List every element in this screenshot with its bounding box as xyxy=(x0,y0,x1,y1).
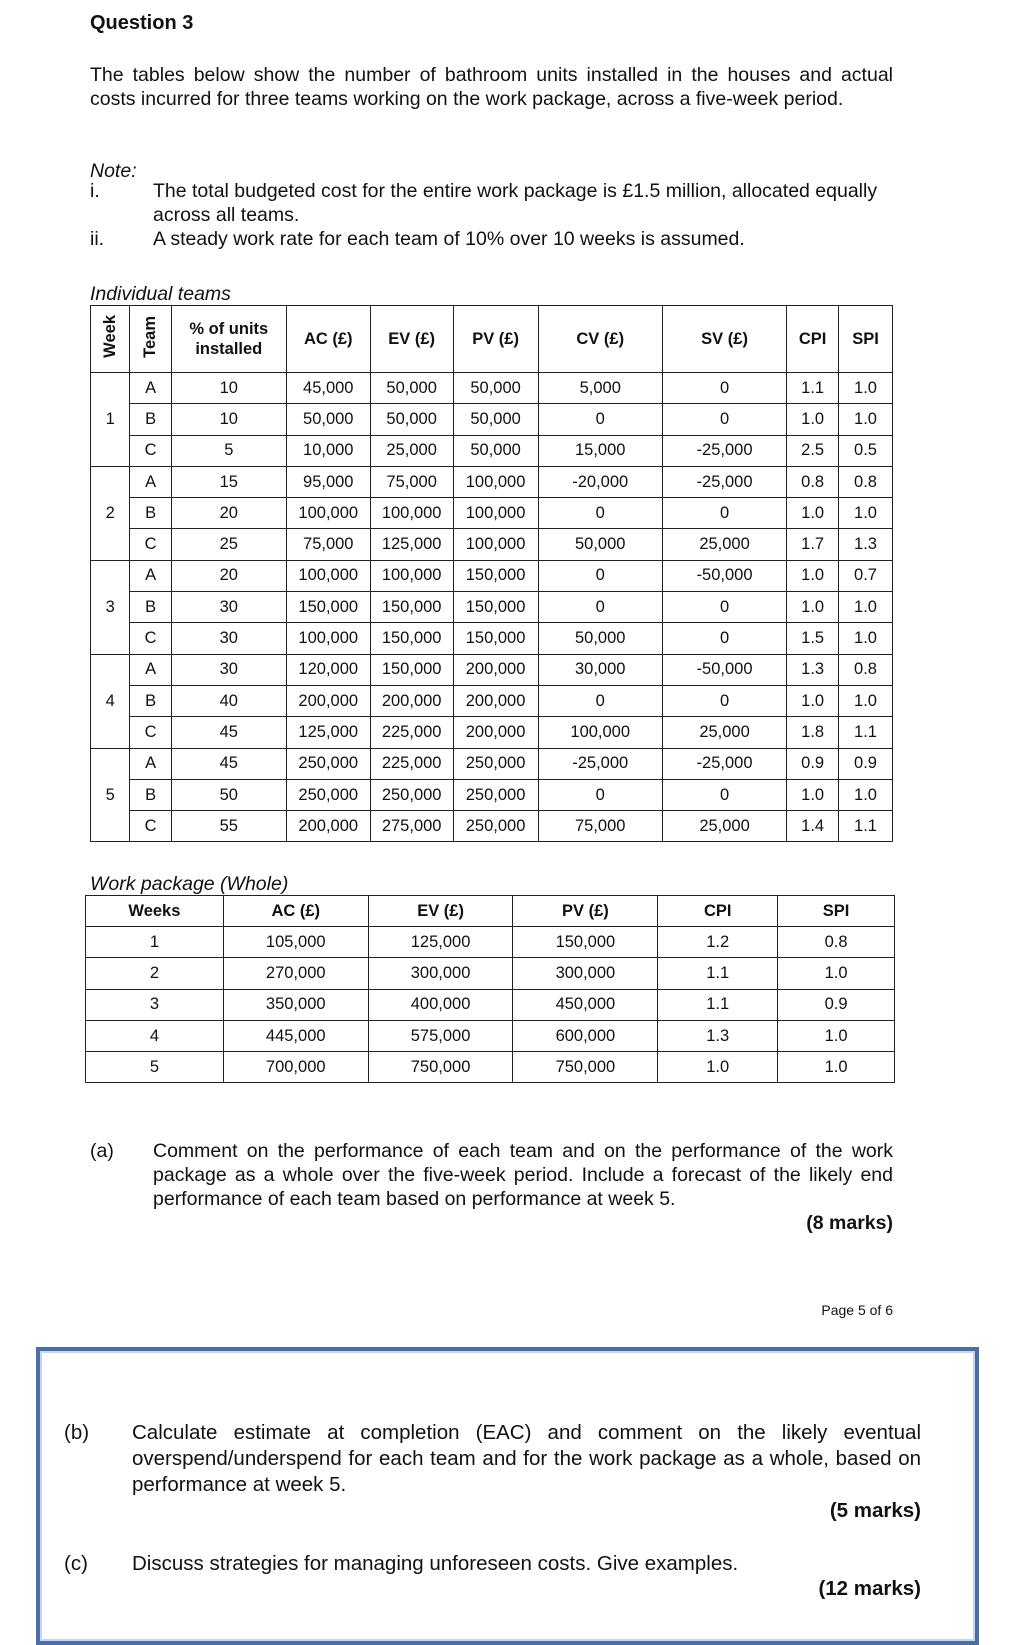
note-item xyxy=(90,227,893,251)
table-header-row xyxy=(86,896,895,927)
table-cell: 5,000 xyxy=(538,373,662,404)
table-cell: 10,000 xyxy=(286,435,370,466)
table-cell: 0 xyxy=(538,685,662,716)
table-cell: 45,000 xyxy=(286,373,370,404)
table-cell: -25,000 xyxy=(538,748,662,779)
table-cell: C xyxy=(130,717,171,748)
column-header-ev: EV (£) xyxy=(370,306,453,373)
table-cell: 100,000 xyxy=(453,466,538,497)
table-cell: 125,000 xyxy=(368,927,513,958)
table-cell: 25,000 xyxy=(662,529,786,560)
table-row xyxy=(91,592,893,623)
table-cell: 10 xyxy=(171,373,286,404)
table-cell: B xyxy=(130,404,171,435)
table-header-row xyxy=(91,306,893,373)
work-package-table xyxy=(85,895,895,1083)
table-cell: 2 xyxy=(86,958,224,989)
table-cell: -25,000 xyxy=(662,748,786,779)
table-cell: 25,000 xyxy=(370,435,453,466)
table-cell: 250,000 xyxy=(453,779,538,810)
page-number: Page 5 of 6 xyxy=(821,1302,893,1318)
table-row xyxy=(91,435,893,466)
table-row xyxy=(86,958,895,989)
table-cell: 400,000 xyxy=(368,989,513,1020)
column-header-cv: CV (£) xyxy=(538,306,662,373)
table-cell: 700,000 xyxy=(223,1052,368,1083)
part-b-text: Calculate estimate at completion (EAC) and comment on the likely eventual overspend/underspend for each team and for the work package as a whole, based on performance at week 5. xyxy=(132,1421,921,1496)
note-item xyxy=(90,179,893,227)
table-cell: 150,000 xyxy=(370,623,453,654)
column-header-pv: PV (£) xyxy=(513,896,658,927)
table-cell: -50,000 xyxy=(662,560,786,591)
table-cell: 0 xyxy=(662,623,786,654)
table-cell: 250,000 xyxy=(453,811,538,842)
part-b-marks: (5 marks) xyxy=(829,1499,921,1522)
table-cell: 1.0 xyxy=(778,1052,895,1083)
table-cell: 5 xyxy=(86,1052,224,1083)
table-row xyxy=(91,748,893,779)
table-cell: 25,000 xyxy=(662,717,786,748)
table-cell: A xyxy=(130,373,171,404)
table-row xyxy=(91,529,893,560)
table-cell: 1 xyxy=(86,927,224,958)
table-cell: 0 xyxy=(538,404,662,435)
column-header-sv: SV (£) xyxy=(662,306,786,373)
table-cell: 1.3 xyxy=(839,529,893,560)
table-cell: 0 xyxy=(538,498,662,529)
part-a-text: Comment on the performance of each team and on the performance of the work package as a whole over the five-week period. Include a forecast of the likely end performance of each team based on performance at week 5. xyxy=(153,1140,893,1210)
table-cell: 350,000 xyxy=(223,989,368,1020)
column-header-cpi: CPI xyxy=(658,896,778,927)
table-cell: 450,000 xyxy=(513,989,658,1020)
table-cell: 50,000 xyxy=(370,373,453,404)
table-cell: 150,000 xyxy=(513,927,658,958)
note-label: Note: xyxy=(90,160,137,182)
table-cell: 45 xyxy=(171,748,286,779)
part-c-text: Discuss strategies for managing unforeseen costs. Give examples. xyxy=(132,1552,739,1575)
table-cell: 2.5 xyxy=(787,435,839,466)
table-cell: 100,000 xyxy=(286,623,370,654)
table-cell: 40 xyxy=(171,685,286,716)
table-cell: 200,000 xyxy=(453,685,538,716)
part-c-marks: (12 marks) xyxy=(818,1577,921,1600)
table-cell: 1.0 xyxy=(778,1020,895,1051)
table-cell: 225,000 xyxy=(370,748,453,779)
column-header-spi: SPI xyxy=(778,896,895,927)
table-cell: 0 xyxy=(662,404,786,435)
table-cell: 250,000 xyxy=(286,779,370,810)
table-cell: 1.0 xyxy=(839,404,893,435)
table-cell: 200,000 xyxy=(453,717,538,748)
table-cell: 100,000 xyxy=(286,560,370,591)
table-cell: 0 xyxy=(662,779,786,810)
column-header-pv: PV (£) xyxy=(453,306,538,373)
table-cell: B xyxy=(130,592,171,623)
column-header-units: % of units installed xyxy=(171,306,286,373)
table-cell: 0.9 xyxy=(778,989,895,1020)
note-item-text: The total budgeted cost for the entire work package is £1.5 million, allocated equally across all teams. xyxy=(153,180,878,226)
table-cell: 1.0 xyxy=(839,779,893,810)
table-cell: B xyxy=(130,498,171,529)
table-cell: 600,000 xyxy=(513,1020,658,1051)
part-b-label: (b) xyxy=(64,1421,90,1444)
table-cell: 100,000 xyxy=(453,498,538,529)
table-row xyxy=(91,404,893,435)
table-cell: C xyxy=(130,529,171,560)
table-cell: 75,000 xyxy=(286,529,370,560)
table-cell: 30,000 xyxy=(538,654,662,685)
table-cell: 1.7 xyxy=(787,529,839,560)
note-item-number: ii. xyxy=(90,228,105,250)
table-cell: B xyxy=(130,779,171,810)
table-cell: 200,000 xyxy=(370,685,453,716)
table-cell: 95,000 xyxy=(286,466,370,497)
table-row xyxy=(91,373,893,404)
question-part-a xyxy=(90,1139,893,1211)
table-cell: 300,000 xyxy=(513,958,658,989)
table-cell: 1.0 xyxy=(839,373,893,404)
table-cell: 30 xyxy=(171,654,286,685)
table-cell: 55 xyxy=(171,811,286,842)
week-cell: 4 xyxy=(91,654,130,748)
table-cell: 0 xyxy=(662,373,786,404)
table-cell: A xyxy=(130,466,171,497)
table-cell: 30 xyxy=(171,592,286,623)
table-cell: 15,000 xyxy=(538,435,662,466)
column-header-ac: AC (£) xyxy=(286,306,370,373)
table-cell: 270,000 xyxy=(223,958,368,989)
table-cell: 150,000 xyxy=(370,654,453,685)
table-row xyxy=(91,498,893,529)
table-cell: 1.1 xyxy=(658,989,778,1020)
table-cell: 45 xyxy=(171,717,286,748)
table-cell: 0.7 xyxy=(839,560,893,591)
table-cell: 1.4 xyxy=(787,811,839,842)
table-cell: 120,000 xyxy=(286,654,370,685)
table-cell: -20,000 xyxy=(538,466,662,497)
part-c-label: (c) xyxy=(64,1552,88,1575)
table-row xyxy=(91,623,893,654)
question-part-b xyxy=(64,1420,921,1498)
table-row xyxy=(91,717,893,748)
table-cell: 30 xyxy=(171,623,286,654)
table-cell: 0.5 xyxy=(839,435,893,466)
table-cell: 150,000 xyxy=(453,623,538,654)
part-a-label: (a) xyxy=(90,1140,114,1162)
question-title: Question 3 xyxy=(90,12,194,34)
table-cell: 1.0 xyxy=(787,592,839,623)
table-cell: -25,000 xyxy=(662,435,786,466)
table-cell: A xyxy=(130,748,171,779)
table-cell: C xyxy=(130,623,171,654)
table-cell: 1.0 xyxy=(839,498,893,529)
table-cell: 5 xyxy=(171,435,286,466)
table-cell: 20 xyxy=(171,498,286,529)
note-item-number: i. xyxy=(90,180,100,202)
table-cell: 20 xyxy=(171,560,286,591)
week-cell: 1 xyxy=(91,373,130,467)
table-cell: 1.0 xyxy=(839,623,893,654)
table-cell: 125,000 xyxy=(286,717,370,748)
table-cell: 0 xyxy=(662,592,786,623)
table-cell: 1.1 xyxy=(787,373,839,404)
column-header-week: Week xyxy=(91,306,130,373)
table-cell: 3 xyxy=(86,989,224,1020)
table-cell: 250,000 xyxy=(453,748,538,779)
table-row xyxy=(91,811,893,842)
table-row xyxy=(91,466,893,497)
table-row xyxy=(91,560,893,591)
table-row xyxy=(86,989,895,1020)
table-row xyxy=(91,654,893,685)
table-cell: 100,000 xyxy=(370,560,453,591)
table-cell: 0 xyxy=(538,560,662,591)
table-cell: 0 xyxy=(538,592,662,623)
table-cell: 25 xyxy=(171,529,286,560)
table-cell: 1.3 xyxy=(787,654,839,685)
table-cell: 0 xyxy=(538,779,662,810)
table-cell: 150,000 xyxy=(370,592,453,623)
table-cell: 75,000 xyxy=(370,466,453,497)
table-cell: 50,000 xyxy=(453,435,538,466)
table-cell: 150,000 xyxy=(286,592,370,623)
table-cell: 300,000 xyxy=(368,958,513,989)
column-header-spi: SPI xyxy=(839,306,893,373)
table-cell: 75,000 xyxy=(538,811,662,842)
table-cell: 4 xyxy=(86,1020,224,1051)
table-cell: 275,000 xyxy=(370,811,453,842)
table-row xyxy=(86,1052,895,1083)
table-cell: 1.0 xyxy=(787,404,839,435)
table-cell: 575,000 xyxy=(368,1020,513,1051)
table-cell: 10 xyxy=(171,404,286,435)
table-cell: 50,000 xyxy=(538,623,662,654)
table-cell: 0 xyxy=(662,498,786,529)
table-row xyxy=(86,1020,895,1051)
table-row xyxy=(91,685,893,716)
table-cell: 15 xyxy=(171,466,286,497)
table-cell: 100,000 xyxy=(453,529,538,560)
table-cell: 25,000 xyxy=(662,811,786,842)
table-cell: 0.8 xyxy=(839,466,893,497)
part-a-marks: (8 marks) xyxy=(806,1212,893,1234)
column-header-ac: AC (£) xyxy=(223,896,368,927)
table-cell: 225,000 xyxy=(370,717,453,748)
column-header-team: Team xyxy=(130,306,171,373)
column-header-ev: EV (£) xyxy=(368,896,513,927)
table-cell: 750,000 xyxy=(368,1052,513,1083)
table-cell: 100,000 xyxy=(370,498,453,529)
table-cell: 0.9 xyxy=(839,748,893,779)
table-cell: 100,000 xyxy=(286,498,370,529)
table-row xyxy=(91,779,893,810)
table-cell: 50,000 xyxy=(453,373,538,404)
table-cell: 50,000 xyxy=(286,404,370,435)
table-cell: 1.0 xyxy=(839,685,893,716)
table-cell: 1.8 xyxy=(787,717,839,748)
table-cell: C xyxy=(130,811,171,842)
table-cell: 1.3 xyxy=(658,1020,778,1051)
table-cell: A xyxy=(130,560,171,591)
table-cell: 1.0 xyxy=(658,1052,778,1083)
table-cell: 100,000 xyxy=(538,717,662,748)
table-cell: 200,000 xyxy=(286,811,370,842)
note-item-text: A steady work rate for each team of 10% over 10 weeks is assumed. xyxy=(153,228,745,250)
question-part-c xyxy=(64,1551,921,1577)
table-cell: 1.0 xyxy=(778,958,895,989)
table-cell: 250,000 xyxy=(370,779,453,810)
table-cell: 1.0 xyxy=(787,779,839,810)
table-cell: 0.8 xyxy=(839,654,893,685)
table-cell: A xyxy=(130,654,171,685)
table-row xyxy=(86,927,895,958)
table-cell: 1.0 xyxy=(839,592,893,623)
week-cell: 2 xyxy=(91,466,130,560)
table-cell: 445,000 xyxy=(223,1020,368,1051)
table-cell: 50,000 xyxy=(538,529,662,560)
table-cell: 0.8 xyxy=(778,927,895,958)
week-cell: 3 xyxy=(91,560,130,654)
table-cell: 50,000 xyxy=(453,404,538,435)
table-cell: C xyxy=(130,435,171,466)
column-header-weeks: Weeks xyxy=(86,896,224,927)
table-cell: 200,000 xyxy=(453,654,538,685)
table-cell: 1.5 xyxy=(787,623,839,654)
individual-teams-label: Individual teams xyxy=(90,283,231,305)
table-cell: 1.1 xyxy=(839,811,893,842)
table-cell: 150,000 xyxy=(453,592,538,623)
table-cell: -25,000 xyxy=(662,466,786,497)
intro-paragraph: The tables below show the number of bathroom units installed in the houses and actual costs incurred for three teams working on the work package, across a five-week period. xyxy=(90,64,893,110)
table-cell: 1.1 xyxy=(658,958,778,989)
week-cell: 5 xyxy=(91,748,130,842)
table-cell: 125,000 xyxy=(370,529,453,560)
table-cell: 200,000 xyxy=(286,685,370,716)
column-header-cpi: CPI xyxy=(787,306,839,373)
table-cell: 150,000 xyxy=(453,560,538,591)
table-cell: 1.0 xyxy=(787,685,839,716)
table-cell: 1.0 xyxy=(787,498,839,529)
table-cell: 1.0 xyxy=(787,560,839,591)
table-cell: 250,000 xyxy=(286,748,370,779)
table-cell: 1.1 xyxy=(839,717,893,748)
table-cell: 0 xyxy=(662,685,786,716)
table-cell: 0.9 xyxy=(787,748,839,779)
table-cell: 750,000 xyxy=(513,1052,658,1083)
individual-teams-table xyxy=(90,305,893,842)
table-cell: 105,000 xyxy=(223,927,368,958)
table-cell: 50 xyxy=(171,779,286,810)
table-cell: 0.8 xyxy=(787,466,839,497)
table-cell: B xyxy=(130,685,171,716)
work-package-label: Work package (Whole) xyxy=(90,873,289,895)
table-cell: 50,000 xyxy=(370,404,453,435)
table-cell: 1.2 xyxy=(658,927,778,958)
table-cell: -50,000 xyxy=(662,654,786,685)
